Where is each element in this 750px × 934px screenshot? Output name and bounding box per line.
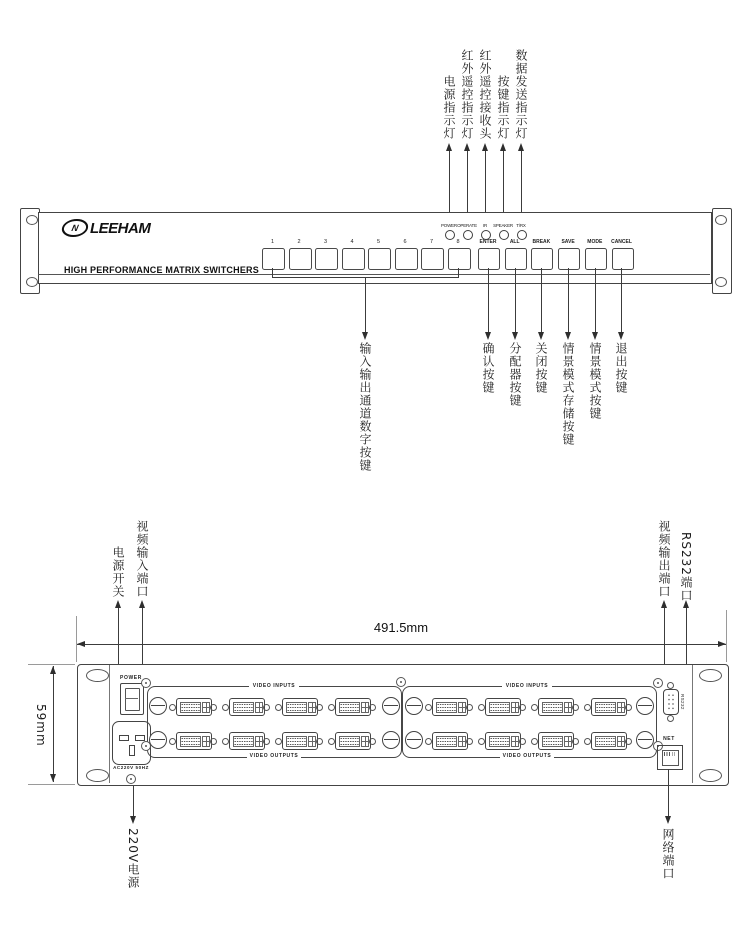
leader-line (515, 268, 516, 332)
power-led-icon (445, 230, 455, 240)
dvi-analog-pins (361, 736, 369, 747)
jack-screw-icon (466, 738, 473, 745)
enter-button (478, 248, 500, 270)
screw-icon (396, 677, 406, 687)
screw-hole-icon (86, 669, 109, 682)
all-button (505, 248, 527, 270)
jack-screw-icon (584, 704, 591, 711)
function-button-label: ENTER (479, 239, 497, 245)
arrowhead-icon (661, 600, 667, 608)
jack-screw-icon (316, 738, 323, 745)
brand-name: LEEHAM (90, 219, 151, 237)
extension-line (76, 616, 77, 662)
channel-button (368, 248, 391, 270)
thumbscrew-icon (382, 731, 400, 749)
jack-screw-icon (210, 704, 217, 711)
arrowhead-icon (518, 143, 524, 151)
dvi-input-connector (275, 697, 323, 715)
callout-ir-receiver: 红外遥控接收头 (478, 49, 492, 140)
extension-line (28, 784, 75, 785)
dvi-analog-pins (308, 736, 316, 747)
callout-ir-indicator: 红外遥控指示灯 (460, 49, 474, 140)
dvi-pins (233, 736, 254, 747)
leader-line (458, 268, 459, 277)
dvi-input-connector (222, 697, 270, 715)
dvi-analog-pins (511, 702, 519, 713)
dvi-input-connector (478, 697, 526, 715)
thumbscrew-icon (636, 697, 654, 715)
net-port-label: NET (663, 736, 675, 742)
leader-line (272, 268, 273, 277)
arrowhead-icon (500, 143, 506, 151)
jack-screw-icon (210, 738, 217, 745)
dvi-analog-pins (202, 702, 210, 713)
dvi-pins (339, 702, 360, 713)
callout-enter-key: 确认按键 (481, 342, 495, 394)
ethernet-port (657, 745, 683, 770)
video-inputs-label: VIDEO INPUTS (249, 683, 299, 689)
arrowhead-icon (482, 143, 488, 151)
dvi-body (335, 698, 371, 716)
power-rocker-split (125, 698, 138, 699)
channel-button (289, 248, 312, 270)
dvi-analog-pins (564, 702, 572, 713)
function-button-label: SAVE (561, 239, 575, 245)
thumbscrew-icon (382, 697, 400, 715)
dvi-output-connector (169, 731, 217, 749)
rs232-connector-label: RS232 (680, 694, 685, 710)
screw-hole-icon (715, 215, 727, 225)
ac-pin-icon (135, 735, 145, 741)
operate-led-icon (463, 230, 473, 240)
dvi-analog-pins (361, 702, 369, 713)
jack-screw-icon (222, 738, 229, 745)
dvi-analog-pins (308, 702, 316, 713)
power-switch-label: POWER (120, 675, 142, 681)
arrowhead-icon (512, 332, 518, 340)
dvi-pins (436, 702, 457, 713)
arrowhead-icon (538, 332, 544, 340)
dvi-analog-pins (458, 702, 466, 713)
dvi-pins (489, 702, 510, 713)
led-label: SPEAKER (493, 223, 513, 228)
dvi-body (591, 698, 627, 716)
dvi-body (229, 698, 265, 716)
thumbscrew-icon (405, 697, 423, 715)
channel-button-label: 4 (350, 239, 354, 245)
db9-pins (667, 693, 675, 710)
jack-screw-icon (519, 738, 526, 745)
dvi-analog-pins (617, 736, 625, 747)
arrowhead-icon (50, 666, 56, 674)
logo-mark-icon: N (60, 219, 90, 237)
dvi-input-connector (584, 697, 632, 715)
dvi-body (485, 732, 521, 750)
dvi-pins (286, 702, 307, 713)
arrowhead-icon (485, 332, 491, 340)
jack-screw-icon (169, 738, 176, 745)
dvi-analog-pins (202, 736, 210, 747)
jack-screw-icon (169, 704, 176, 711)
dvi-analog-pins (511, 736, 519, 747)
arrowhead-icon (50, 774, 56, 782)
rear-ear-fold-line (692, 665, 693, 783)
channel-button (421, 248, 444, 270)
rj45-pins (664, 752, 677, 756)
dvi-body (335, 732, 371, 750)
function-button-label: ALL (509, 239, 520, 245)
dvi-body (485, 698, 521, 716)
dvi-body (591, 732, 627, 750)
video-inputs-label: VIDEO INPUTS (502, 683, 552, 689)
leader-line (668, 769, 669, 816)
channel-button-label: 8 (456, 239, 460, 245)
channel-button (315, 248, 338, 270)
jack-screw-icon (328, 738, 335, 745)
dvi-input-connector (169, 697, 217, 715)
dvi-pins (595, 702, 616, 713)
dvi-pins (286, 736, 307, 747)
channel-button-label: 5 (376, 239, 381, 245)
jack-screw-icon (466, 704, 473, 711)
arrowhead-icon (718, 641, 726, 647)
arrowhead-icon (665, 816, 671, 824)
dvi-pins (595, 736, 616, 747)
jack-screw-icon (263, 738, 270, 745)
channel-button (262, 248, 285, 270)
dvi-body (229, 732, 265, 750)
dvi-output-connector (328, 731, 376, 749)
jack-screw-icon (275, 704, 282, 711)
arrowhead-icon (464, 143, 470, 151)
dvi-output-connector (584, 731, 632, 749)
arrowhead-icon (115, 600, 121, 608)
jack-screw-icon (263, 704, 270, 711)
dvi-pins (339, 736, 360, 747)
arrowhead-icon (618, 332, 624, 340)
leader-line (621, 268, 622, 332)
dvi-body (282, 698, 318, 716)
callout-data-send-indicator: 数据发送指示灯 (514, 49, 528, 140)
ac-inlet-label: AC220V 50HZ (113, 765, 149, 770)
dvi-body (538, 698, 574, 716)
video-outputs-label: VIDEO OUTPUTS (500, 753, 554, 759)
channel-button-label: 3 (323, 239, 328, 245)
jack-screw-icon (531, 704, 538, 711)
arrowhead-icon (683, 600, 689, 608)
callout-key-indicator: 按键指示灯 (496, 75, 510, 140)
callout-power-switch: 电源开关 (111, 546, 125, 598)
panel-title: HIGH PERFORMANCE MATRIX SWITCHERS (64, 265, 259, 275)
jack-screw-icon (625, 704, 632, 711)
extension-line (726, 610, 727, 662)
power-switch (120, 683, 144, 715)
jack-screw-icon (584, 738, 591, 745)
dvi-output-connector (531, 731, 579, 749)
dvi-analog-pins (617, 702, 625, 713)
height-dimension-label: 59mm (34, 704, 48, 747)
ac-pin-icon (129, 745, 135, 756)
channel-button (342, 248, 365, 270)
arrowhead-icon (362, 332, 368, 340)
screw-hole-icon (26, 215, 38, 225)
mode-button (585, 248, 607, 270)
jack-screw-icon (369, 704, 376, 711)
dvi-body (432, 732, 468, 750)
leader-line (133, 786, 134, 816)
jack-screw-icon (316, 704, 323, 711)
dvi-pins (542, 702, 563, 713)
function-button-label: CANCEL (611, 239, 632, 245)
function-button-label: MODE (587, 239, 603, 245)
rs232-connector (663, 689, 679, 715)
jack-screw-icon (369, 738, 376, 745)
dvi-output-connector (222, 731, 270, 749)
jack-screw-icon (275, 738, 282, 745)
callout-break-key: 关闭按键 (534, 342, 548, 394)
led-label: IR (482, 223, 488, 228)
rj45-inner (662, 750, 679, 766)
thumbscrew-icon (149, 697, 167, 715)
jack-screw-icon (519, 704, 526, 711)
screw-hole-icon (699, 669, 722, 682)
dvi-body (176, 732, 212, 750)
dvi-pins (436, 736, 457, 747)
callout-channel-keys: 输入输出通道数字按键 (358, 342, 372, 472)
width-dimension-line (77, 644, 726, 645)
width-dimension-label: 491.5mm (373, 620, 429, 635)
arrowhead-icon (565, 332, 571, 340)
channel-button (395, 248, 418, 270)
dvi-body (176, 698, 212, 716)
brand-logo (62, 219, 150, 237)
arrowhead-icon (77, 641, 85, 647)
callout-video-input-ports: 视频输入端口 (135, 520, 149, 598)
dvi-input-connector (531, 697, 579, 715)
arrowhead-icon (592, 332, 598, 340)
jack-screw-icon (425, 704, 432, 711)
break-button (531, 248, 553, 270)
screw-icon (667, 682, 674, 689)
jack-screw-icon (478, 704, 485, 711)
jack-screw-icon (572, 704, 579, 711)
extension-line (28, 664, 75, 665)
dvi-input-connector (328, 697, 376, 715)
channel-button-label: 7 (429, 239, 434, 245)
screw-hole-icon (86, 769, 109, 782)
jack-screw-icon (328, 704, 335, 711)
channel-button-label: 1 (270, 239, 275, 245)
channel-button-label: 6 (403, 239, 407, 245)
dvi-analog-pins (564, 736, 572, 747)
arrowhead-icon (446, 143, 452, 151)
thumbscrew-icon (405, 731, 423, 749)
screw-icon (126, 774, 136, 784)
callout-220v-power: 220V电源 (126, 828, 140, 890)
dvi-body (432, 698, 468, 716)
jack-screw-icon (625, 738, 632, 745)
ac-pin-icon (119, 735, 129, 741)
arrowhead-icon (130, 816, 136, 824)
cancel-button (612, 248, 634, 270)
function-button-label: BREAK (532, 239, 551, 245)
led-label: OPERATE (457, 223, 477, 228)
dvi-pins (542, 736, 563, 747)
dvi-pins (180, 702, 201, 713)
height-dimension-line (53, 666, 54, 782)
led-label: T/RX (516, 223, 526, 228)
dvi-output-connector (478, 731, 526, 749)
dvi-body (282, 732, 318, 750)
dvi-output-connector (425, 731, 473, 749)
dvi-analog-pins (255, 736, 263, 747)
channel-button (448, 248, 471, 270)
channel-button-label: 2 (297, 239, 301, 245)
power-rocker-icon (125, 688, 140, 711)
screw-hole-icon (26, 277, 38, 287)
dvi-pins (489, 736, 510, 747)
dvi-analog-pins (458, 736, 466, 747)
leader-line (541, 268, 542, 332)
dvi-analog-pins (255, 702, 263, 713)
callout-cancel-key: 退出按键 (614, 342, 628, 394)
callout-video-output-ports: 视频输出端口 (657, 520, 671, 598)
callout-all-key: 分配器按键 (508, 342, 522, 407)
leader-line (595, 268, 596, 332)
arrowhead-icon (139, 600, 145, 608)
screw-icon (653, 678, 663, 688)
callout-rs232-port: RS232端口 (679, 532, 693, 602)
thumbscrew-icon (149, 731, 167, 749)
dvi-body (538, 732, 574, 750)
dvi-pins (180, 736, 201, 747)
jack-screw-icon (572, 738, 579, 745)
video-outputs-label: VIDEO OUTPUTS (247, 753, 301, 759)
leader-line (568, 268, 569, 332)
jack-screw-icon (222, 704, 229, 711)
dvi-output-connector (275, 731, 323, 749)
thumbscrew-icon (636, 731, 654, 749)
callout-save-key: 情景模式存储按键 (561, 342, 575, 446)
callout-power-indicator: 电源指示灯 (442, 75, 456, 140)
jack-screw-icon (425, 738, 432, 745)
screw-hole-icon (699, 769, 722, 782)
led-label: POWER (440, 223, 457, 228)
leader-line (488, 268, 489, 332)
callout-mode-key: 情景模式按键 (588, 342, 602, 420)
screw-icon (667, 715, 674, 722)
dvi-input-connector (425, 697, 473, 715)
save-button (558, 248, 580, 270)
callout-network-port: 网络端口 (661, 828, 675, 880)
jack-screw-icon (478, 738, 485, 745)
dvi-pins (233, 702, 254, 713)
jack-screw-icon (531, 738, 538, 745)
screw-hole-icon (715, 277, 727, 287)
leader-line (365, 277, 366, 332)
